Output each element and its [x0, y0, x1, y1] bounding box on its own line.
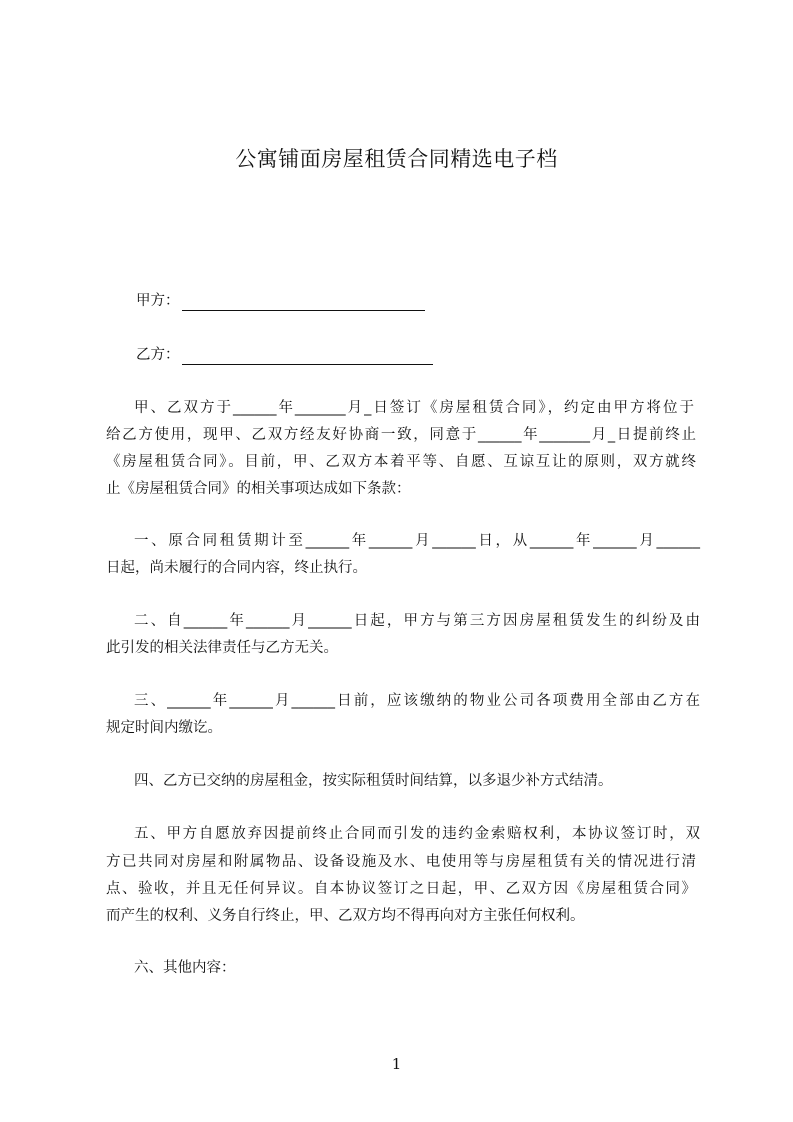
intro-line-4: 止《房屋租赁合同》的相关事项达成如下条款： — [106, 481, 411, 497]
clause-1-line-1: 一、原合同租赁期计至______年______月______日，从______年______月______ — [134, 533, 700, 549]
clause-2-line-2: 此引发的相关法律责任与乙方无关。 — [106, 640, 338, 656]
party-b-blank[interactable] — [182, 350, 433, 365]
clause-1-line-2: 日起，尚未履行的合同内容，终止执行。 — [106, 560, 367, 576]
clause-3-line-1: 三、______年______月______日前，应该缴纳的物业公司各项费用全部由乙方在 — [134, 693, 700, 709]
document-title: 公寓铺面房屋租赁合同精选电子档 — [235, 147, 558, 171]
party-a-label: 甲方： — [136, 293, 180, 309]
clause-5-line-1: 五、甲方自愿放弃因提前终止合同而引发的违约金索赔权利，本协议签订时，双 — [134, 826, 700, 842]
page-number: 1 — [391, 1055, 402, 1073]
clause-5-line-4: 而产生的权利、义务自行终止，甲、乙双方均不得再向对方主张任何权利。 — [106, 908, 585, 924]
clause-3-line-2: 规定时间内缴讫。 — [106, 720, 222, 736]
party-a-blank[interactable] — [182, 296, 425, 311]
intro-line-1: 甲、乙双方于______年_______月_日签订《房屋租赁合同》，约定由甲方将位于 — [134, 400, 694, 416]
clause-4-line-1: 四、乙方已交纳的房屋租金，按实际租赁时间结算，以多退少补方式结清。 — [134, 773, 613, 789]
clause-2-line-1: 二、自______年______月______日起，甲方与第三方因房屋租赁发生的纠纷及由 — [134, 613, 700, 629]
intro-line-3: 《房屋租赁合同》。目前，甲、乙双方本着平等、自愿、互谅互让的原则，双方就终 — [106, 454, 696, 470]
party-b-line — [136, 345, 433, 365]
party-b-label: 乙方： — [136, 347, 180, 363]
clause-5-line-2: 方已共同对房屋和附属物品、设备设施及水、电使用等与房屋租赁有关的情况进行清 — [106, 854, 696, 870]
intro-line-2: 给乙方使用，现甲、乙双方经友好协商一致，同意于______年_______月_日提前终止 — [106, 427, 696, 443]
party-a-line — [136, 291, 425, 311]
clause-6-line-1: 六、其他内容： — [134, 960, 236, 976]
clause-5-line-3: 点、验收，并且无任何异议。自本协议签订之日起，甲、乙双方因《房屋租赁合同》 — [106, 881, 696, 897]
